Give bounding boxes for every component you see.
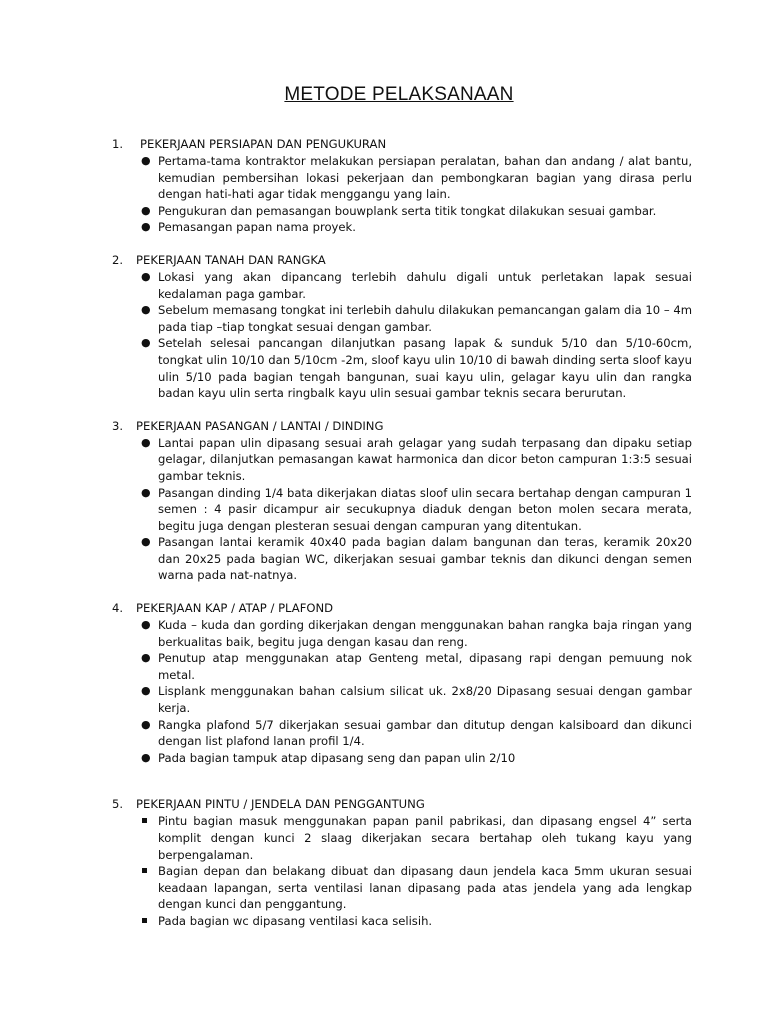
list-item <box>141 269 692 302</box>
list-item <box>141 750 692 767</box>
dot-bullet-icon: ● <box>141 717 151 731</box>
dot-bullet-icon: ● <box>141 303 151 317</box>
list-item <box>141 485 692 535</box>
section-title: PEKERJAAN PINTU / JENDELA DAN PENGGANTUNG <box>136 797 425 812</box>
section-number: 5. <box>112 797 124 812</box>
square-bullet-icon <box>142 918 147 923</box>
list-item-text: Penutup atap menggunakan atap Genteng metal, dipasang rapi dengan pemuung nok metal. <box>158 651 692 682</box>
section-title: PEKERJAAN KAP / ATAP / PLAFOND <box>136 601 334 616</box>
square-bullet-icon <box>142 818 147 823</box>
dot-bullet-icon: ● <box>141 203 151 217</box>
section-heading <box>112 796 692 813</box>
dot-bullet-icon: ● <box>141 651 151 665</box>
section-number: 2. <box>112 252 124 267</box>
list-item-text: Pengukuran dan pemasangan bouwplank serta titik tongkat dilakukan sesuai gambar. <box>158 203 657 218</box>
dot-bullet-icon: ● <box>141 435 151 449</box>
list-item <box>141 717 692 750</box>
list-item-text: Lisplank menggunakan bahan calsium silicat uk. 2x8/20 Dipasang sesuai dengan gambar kerja. <box>158 684 692 716</box>
dot-bullet-icon: ● <box>141 154 151 167</box>
list-item <box>141 534 692 584</box>
list-item <box>158 813 692 863</box>
section-items <box>112 153 692 236</box>
section-number: 4. <box>112 601 124 616</box>
section-number: 3. <box>112 418 124 433</box>
section-items <box>112 269 692 402</box>
dot-bullet-icon: ● <box>141 618 151 632</box>
dot-bullet-icon: ● <box>141 220 151 234</box>
section-items <box>112 813 692 929</box>
document-title: METODE PELAKSANAAN <box>284 84 514 105</box>
square-bullet-icon <box>142 868 147 873</box>
dot-bullet-icon: ● <box>141 535 151 549</box>
list-item-text: Rangka plafond 5/7 dikerjakan sesuai gambar dan ditutup dengan kalsiboard dan dikunci dengan list plafond lanan profil 1/4. <box>158 717 692 749</box>
section-items <box>112 617 692 766</box>
section-heading <box>112 252 692 269</box>
list-item-text: Lokasi yang akan dipancang terlebih dahulu digali untuk perletakan lapak sesuai kedalaman paga gambar. <box>158 269 692 301</box>
section-4 <box>112 600 692 766</box>
list-item-text: Pada bagian tampuk atap dipasang seng dan papan ulin 2/10 <box>158 750 516 765</box>
list-item-text: Pertama-tama kontraktor melakukan persiapan peralatan, bahan dan andang / alat bantu, kemudian pembersihan lokasi pekerjaan dan pembongkaran bagian yang dirasa perlu dengan hati-hati agar tidak menggangu yang lain. <box>158 154 692 202</box>
section-title: PEKERJAAN PERSIAPAN DAN PENGUKURAN <box>140 137 387 151</box>
section-heading <box>112 600 692 617</box>
list-item-text: Sebelum memasang tongkat ini terlebih dahulu dilakukan pemancangan galam dia 10 – 4m pada tiap –tiap tongkat sesuai dengan gambar. <box>158 303 692 334</box>
section-heading <box>112 136 692 153</box>
list-item <box>141 683 692 716</box>
dot-bullet-icon: ● <box>141 336 151 350</box>
list-item-text: Pasangan dinding 1/4 bata dikerjakan diatas sloof ulin secara bertahap dengan campuran 1 semen : 4 pasir dicampur air secukupnya diaduk dengan beton molen secara merata, begitu juga dengan plesteran sesuai dengan campuran yang ditentukan. <box>158 485 692 533</box>
list-item-text: Lantai papan ulin dipasang sesuai arah gelagar yang sudah terpasang dan dipaku setiap gelagar, dilanjutkan pemasangan kawat harmonica dan dicor beton campuran 1:3:5 sesuai gambar teknis. <box>158 435 692 483</box>
sections-list <box>112 136 692 930</box>
section-items <box>112 435 692 584</box>
section-title: PEKERJAAN PASANGAN / LANTAI / DINDING <box>136 418 384 433</box>
list-item-text: Pada bagian wc dipasang ventilasi kaca selisih. <box>158 913 433 928</box>
list-item <box>141 153 692 203</box>
list-item-text: Setelah selesai pancangan dilanjutkan pasang lapak & sunduk 5/10 dan 5/10-60cm, tongkat ulin 10/10 dan 5/10cm -2m, sloof kayu ulin 10/10 di bawah dinding serta sloof kayu ulin 5/10 pada bagian tengah bangunan, suai kayu ulin, gelagar kayu ulin dan rangka badan kayu ulin serta ringbalk kayu ulin sesuai gambar teknis secara berurutan. <box>158 336 692 401</box>
section-title: PEKERJAAN TANAH DAN RANGKA <box>136 252 326 267</box>
list-item <box>141 219 692 236</box>
dot-bullet-icon: ● <box>141 684 151 698</box>
list-item <box>158 863 692 913</box>
section-1 <box>112 136 692 236</box>
list-item <box>141 302 692 335</box>
section-3 <box>112 418 692 584</box>
list-item-text: Bagian depan dan belakang dibuat dan dipasang daun jendela kaca 5mm ukuran sesuai keadaan lapangan, serta ventilasi lanan dipasang pada atas jendela yang ada lengkap dengan kunci dan penggantung. <box>158 864 692 912</box>
dot-bullet-icon: ● <box>141 485 151 499</box>
list-item <box>141 335 692 401</box>
section-heading <box>112 418 692 435</box>
section-5 <box>112 796 692 929</box>
list-item <box>141 435 692 485</box>
list-item-text: Pasangan lantai keramik 40x40 pada bagian dalam bangunan dan teras, keramik 20x20 dan 20x25 pada bagian WC, dikerjakan sesuai gambar teknis dan dikunci dengan semen warna pada nat-natnya. <box>158 535 692 583</box>
section-2 <box>112 252 692 402</box>
dot-bullet-icon: ● <box>141 269 151 283</box>
list-item <box>158 913 692 930</box>
dot-bullet-icon: ● <box>141 750 151 764</box>
section-number: 1. <box>112 137 124 151</box>
list-item-text: Pemasangan papan nama proyek. <box>158 220 356 235</box>
list-item <box>141 617 692 650</box>
list-item <box>141 203 692 220</box>
list-item-text: Kuda – kuda dan gording dikerjakan dengan menggunakan bahan rangka baja ringan yang berkualitas baik, begitu juga dengan kasau dan reng. <box>158 618 692 649</box>
list-item-text: Pintu bagian masuk menggunakan papan panil pabrikasi, dan dipasang engsel 4” serta komplit dengan kunci 2 slaag dikerjakan secara bertahap oleh tukang kayu yang berpengalaman. <box>158 814 692 862</box>
list-item <box>141 650 692 683</box>
